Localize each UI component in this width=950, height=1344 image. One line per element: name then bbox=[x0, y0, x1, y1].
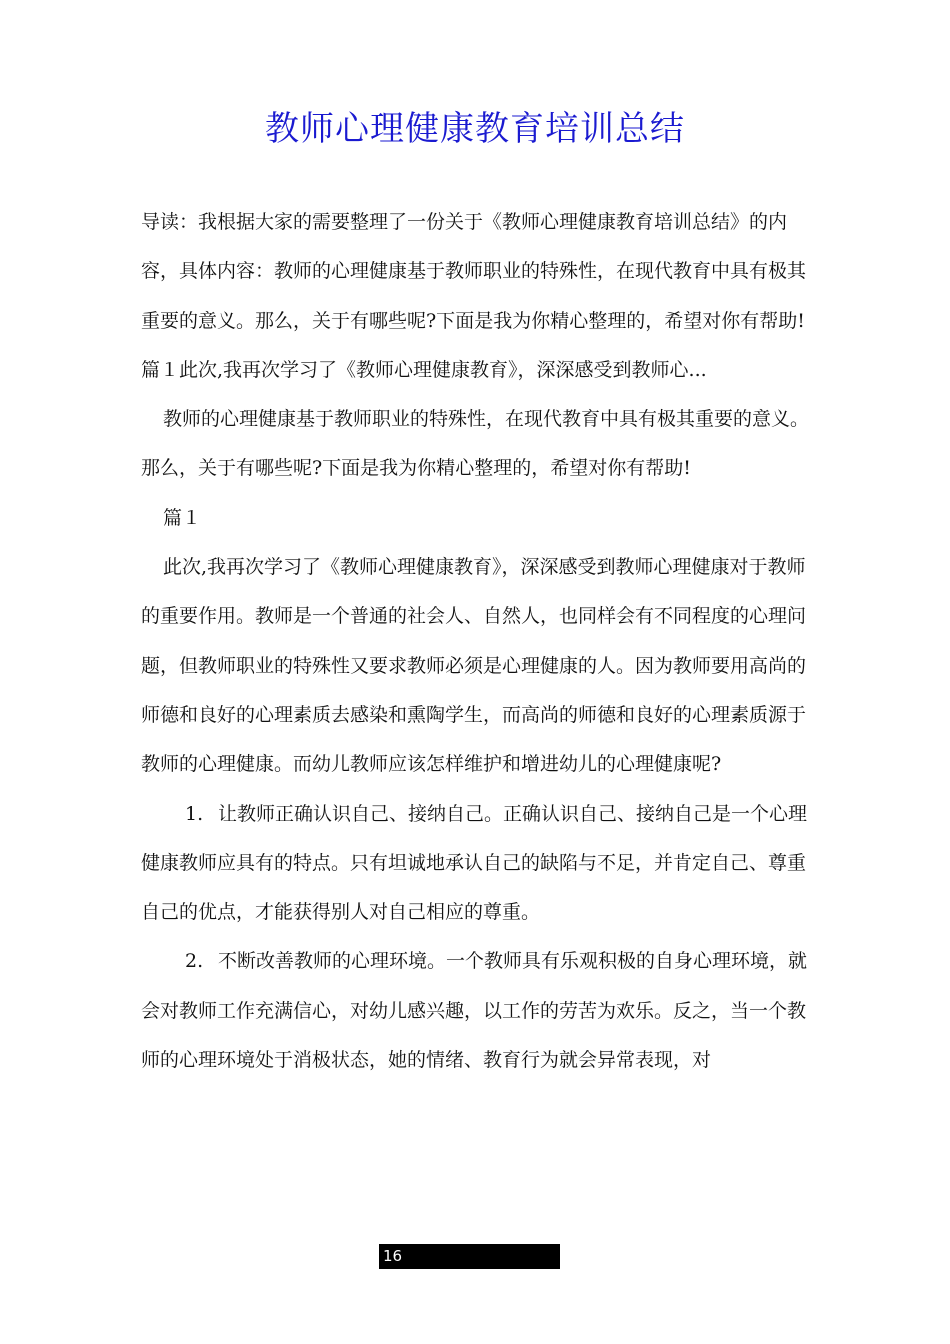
body-paragraph-2: 此次,我再次学习了《教师心理健康教育》，深深感受到教师心理健康对于教师的重要作用。教师是一个普通的社会人、自然人，也同样会有不同程度的心理问题，但教师职业的特殊性又要求教师必须是心理健康的人。因为教师要用高尚的师德和良好的心理素质去感染和熏陶学生，而高尚的师德和良好的心理素质源于教师的心理健康。而幼儿教师应该怎样维护和增进幼儿的心理健康呢? bbox=[141, 556, 807, 776]
body-paragraph-1: 教师的心理健康基于教师职业的特殊性，在现代教育中具有极其重要的意义。那么，关于有哪些呢?下面是我为你精心整理的，希望对你有帮助! bbox=[141, 408, 810, 480]
list-item-1 bbox=[141, 790, 821, 938]
section-heading: 篇１ bbox=[163, 506, 202, 529]
list-item-2 bbox=[141, 937, 821, 1085]
list-item-text: 不断改善教师的心理环境。一个教师具有乐观积极的自身心理环境，就会对教师工作充满信心，对幼儿感兴趣，以工作的劳苦为欢乐。反之，当一个教师的心理环境处于消极状态，她的情绪、教育行为就会异常表现，对 bbox=[141, 950, 808, 1072]
document-body bbox=[141, 198, 821, 1085]
page-number: 16 bbox=[383, 1247, 403, 1265]
list-item-number: 1. bbox=[185, 802, 204, 825]
document-title: 教师心理健康教育培训总结 bbox=[265, 109, 685, 149]
list-item-number: 2. bbox=[185, 950, 204, 973]
page-number-bar bbox=[379, 1244, 560, 1269]
list-item-text: 让教师正确认识自己、接纳自己。正确认识自己、接纳自己是一个心理健康教师应具有的特点。只有坦诚地承认自己的缺陷与不足，并肯定自己、尊重自己的优点，才能获得别人对自己相应的尊重。 bbox=[141, 802, 808, 924]
intro-paragraph: 导读：我根据大家的需要整理了一份关于《教师心理健康教育培训总结》的内容，具体内容：教师的心理健康基于教师职业的特殊性，在现代教育中具有极其重要的意义。那么，关于有哪些呢?下面是我为你精心整理的，希望对你有帮助!篇１此次,我再次学习了《教师心理健康教育》，深深感受到教师心... bbox=[141, 211, 807, 381]
